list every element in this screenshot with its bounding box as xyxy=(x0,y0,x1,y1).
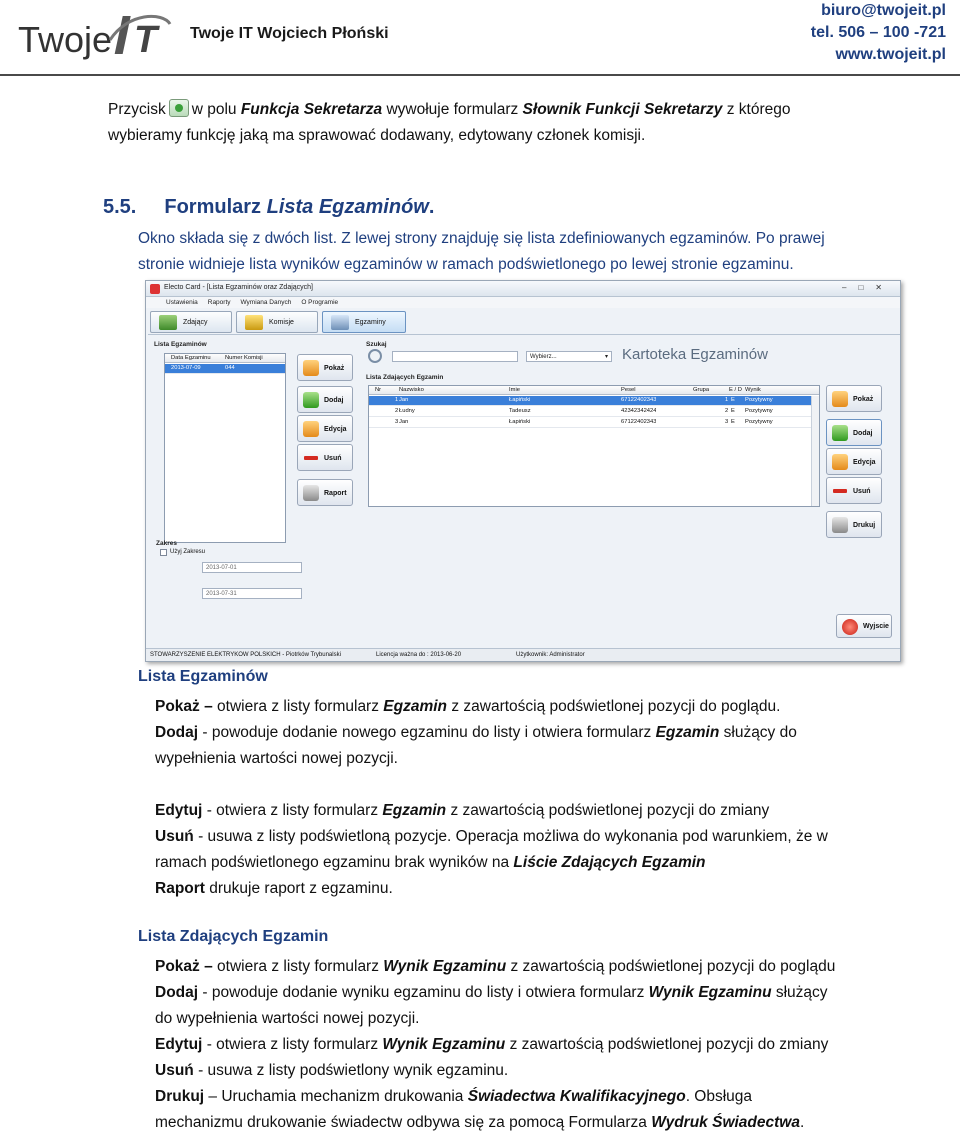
col-header: Numer Komisji xyxy=(225,355,263,361)
right-edycja-button[interactable]: Edycja xyxy=(826,448,882,475)
printer-icon xyxy=(832,517,848,533)
le-raport-line: Raport drukuje raport z egzaminu. xyxy=(155,880,393,897)
menu-bar xyxy=(146,297,900,308)
pen-icon xyxy=(331,315,349,330)
menu-raporty[interactable]: Raporty xyxy=(207,299,231,306)
le-usun-line: Usuń - usuwa z listy podświetloną pozycje. Operacja możliwa do wykonania pod warunkiem, że w xyxy=(155,828,828,845)
svg-text:T: T xyxy=(134,19,158,61)
intro-line-2: wybieramy funkcję jaką ma sprawować dodawany, edytowany członek komisji. xyxy=(108,127,646,144)
col-header: Wynik xyxy=(745,387,761,393)
le-dodaj-line-2: wypełnienia wartości nowej pozycji. xyxy=(155,750,398,767)
minus-icon xyxy=(832,483,848,499)
svg-text:Twoje: Twoje xyxy=(18,19,113,60)
scrollbar[interactable] xyxy=(811,396,819,506)
select-button-icon xyxy=(169,99,189,117)
col-header: Data Egzaminu xyxy=(171,355,211,361)
left-list-label: Lista Egzaminów xyxy=(154,341,207,348)
edit-icon xyxy=(832,454,848,470)
col-header: Imie xyxy=(509,387,520,393)
right-usun-button[interactable]: Usuń xyxy=(826,477,882,504)
status-user: Użytkownik: Administrator xyxy=(516,652,585,658)
phone-number: tel. 506 – 100 -721 xyxy=(810,24,946,41)
col-header: Nr xyxy=(375,387,382,393)
date-from-field[interactable]: 2013-07-01 xyxy=(202,562,302,573)
menu-wymiana-danych[interactable]: Wymiana Danych xyxy=(240,299,292,306)
menu-ustawienia[interactable]: Ustawienia xyxy=(166,299,198,306)
window-titlebar xyxy=(146,281,900,297)
table-row[interactable]: 2 Łudny Tadeusz 42342342424 2 E Pozytywny xyxy=(369,407,819,417)
contact-info xyxy=(811,0,946,66)
le-usun-line-2: ramach podświetlonego egzaminu brak wyników na Liście Zdających Egzamin xyxy=(155,854,706,871)
company-name: Twoje IT Wojciech Płoński xyxy=(190,25,389,42)
col-header: Nazwisko xyxy=(399,387,424,393)
table-row[interactable]: 1 Jan Łapiński 67122402343 1 E Pozytywny xyxy=(369,396,819,406)
lz-pokaz-line: Pokaż – otwiera z listy formularz Wynik Egzaminu z zawartością podświetlonej pozycji do poglądu xyxy=(155,958,836,975)
table-row[interactable]: 3 Jan Łapiński 67122402343 3 E Pozytywny xyxy=(369,418,819,428)
window-controls[interactable]: –□✕ xyxy=(842,283,894,292)
lista-zdajacych-heading: Lista Zdających Egzamin xyxy=(138,928,329,945)
left-usun-button[interactable]: Usuń xyxy=(297,444,353,471)
left-edycja-button[interactable]: Edycja xyxy=(297,415,353,442)
header-rule xyxy=(0,74,960,76)
chevron-down-icon: ▾ xyxy=(604,354,608,360)
le-edytuj-line: Edytuj - otwiera z listy formularz Egzamin z zawartością podświetlonej pozycji do zmiany xyxy=(155,802,770,819)
tab-egzaminy[interactable]: Egzaminy xyxy=(322,311,406,333)
printer-icon xyxy=(303,485,319,501)
app-icon xyxy=(150,284,160,294)
right-list-label: Lista Zdających Egzamin xyxy=(366,374,444,381)
zakres-checkbox[interactable] xyxy=(160,549,167,556)
show-icon xyxy=(303,360,319,376)
right-dodaj-button[interactable]: Dodaj xyxy=(826,419,882,446)
app-window-screenshot xyxy=(145,280,901,662)
tab-zdajacy[interactable]: Zdający xyxy=(150,311,232,333)
col-header: Grupa xyxy=(693,387,710,393)
plus-icon xyxy=(832,425,848,441)
edit-icon xyxy=(303,421,319,437)
email-link[interactable]: biuro@twojeit.pl xyxy=(821,2,946,19)
zakres-label: Zakres xyxy=(156,540,177,547)
minus-icon xyxy=(303,450,319,466)
left-pokaz-button[interactable]: Pokaż xyxy=(297,354,353,381)
left-raport-button[interactable]: Raport xyxy=(297,479,353,506)
lz-drukuj-line-2: mechanizmu drukowanie świadectw odbywa się za pomocą Formularza Wydruk Świadectwa. xyxy=(155,1114,805,1131)
le-pokaz-line: Pokaż – otwiera z listy formularz Egzamin z zawartością podświetlonej pozycji do poglądu. xyxy=(155,698,781,715)
status-organization: STOWARZYSZENIE ELEKTRYKÓW POLSKICH - Piotrków Trybunalski xyxy=(150,652,341,658)
twoje-it-logo xyxy=(18,10,173,64)
section-heading: 5.5. Formularz Lista Egzaminów. xyxy=(103,196,435,218)
search-label: Szukaj xyxy=(366,341,387,348)
col-header: E / D xyxy=(729,387,742,393)
intro-line-1: Przycisk w polu Funkcja Sekretarza wywołuje formularz Słownik Funkcji Sekretarzy z którego xyxy=(108,101,791,118)
plus-icon xyxy=(303,392,319,408)
magnifier-icon xyxy=(368,349,382,363)
status-license: Licencja ważna do : 2013-06-20 xyxy=(376,652,462,658)
lz-dodaj-line-2: do wypełnienia wartości nowej pozycji. xyxy=(155,1010,420,1027)
section-desc-1: Okno składa się z dwóch list. Z lewej strony znajduję się lista zdefiniowanych egzaminów. Po prawej xyxy=(138,230,825,247)
zakres-checkbox-label: Użyj Zakresu xyxy=(170,549,206,555)
people-icon xyxy=(159,315,177,330)
right-drukuj-button[interactable]: Drukuj xyxy=(826,511,882,538)
power-icon xyxy=(842,619,858,635)
le-dodaj-line: Dodaj - powoduje dodanie nowego egzaminu do listy i otwiera formularz Egzamin służący do xyxy=(155,724,797,741)
toolbar xyxy=(148,309,900,335)
menu-o-programie[interactable]: O Programie xyxy=(301,299,339,306)
lz-dodaj-line: Dodaj - powoduje dodanie wyniku egzaminu do listy i otwiera formularz Wynik Egzaminu służący xyxy=(155,984,828,1001)
table-row[interactable]: 2013-07-09 044 xyxy=(165,364,285,374)
page-header xyxy=(0,0,960,75)
kartoteka-title: Kartoteka Egzaminów xyxy=(622,346,768,363)
search-input[interactable] xyxy=(392,351,518,362)
lista-egzaminow-heading: Lista Egzaminów xyxy=(138,668,268,685)
candidate-list-grid[interactable] xyxy=(368,385,820,507)
lz-drukuj-line: Drukuj – Uruchamia mechanizm drukowania Świadectwa Kwalifikacyjnego. Obsługa xyxy=(155,1088,753,1105)
window-title: Electo Card - [Lista Egzaminów oraz Zdających] xyxy=(164,284,314,291)
tab-komisje[interactable]: Komisje xyxy=(236,311,318,333)
status-bar xyxy=(146,648,900,661)
exit-button[interactable]: Wyjscie xyxy=(836,614,892,638)
website-link[interactable]: www.twojeit.pl xyxy=(835,46,946,63)
exam-list-grid[interactable] xyxy=(164,353,286,543)
section-desc-2: stronie widnieje lista wyników egzaminów w ramach podświetlonego po lewej stronie egzaminu. xyxy=(138,256,794,273)
shield-icon xyxy=(245,315,263,330)
show-icon xyxy=(832,391,848,407)
lz-edytuj-line: Edytuj - otwiera z listy formularz Wynik Egzaminu z zawartością podświetlonej pozycji do zmiany xyxy=(155,1036,829,1053)
search-select[interactable]: Wybierz... ▾ xyxy=(526,351,612,362)
col-header: Pesel xyxy=(621,387,636,393)
left-dodaj-button[interactable]: Dodaj xyxy=(297,386,353,413)
date-to-field[interactable]: 2013-07-31 xyxy=(202,588,302,599)
lz-usun-line: Usuń - usuwa z listy podświetlony wynik egzaminu. xyxy=(155,1062,509,1079)
right-pokaz-button[interactable]: Pokaż xyxy=(826,385,882,412)
